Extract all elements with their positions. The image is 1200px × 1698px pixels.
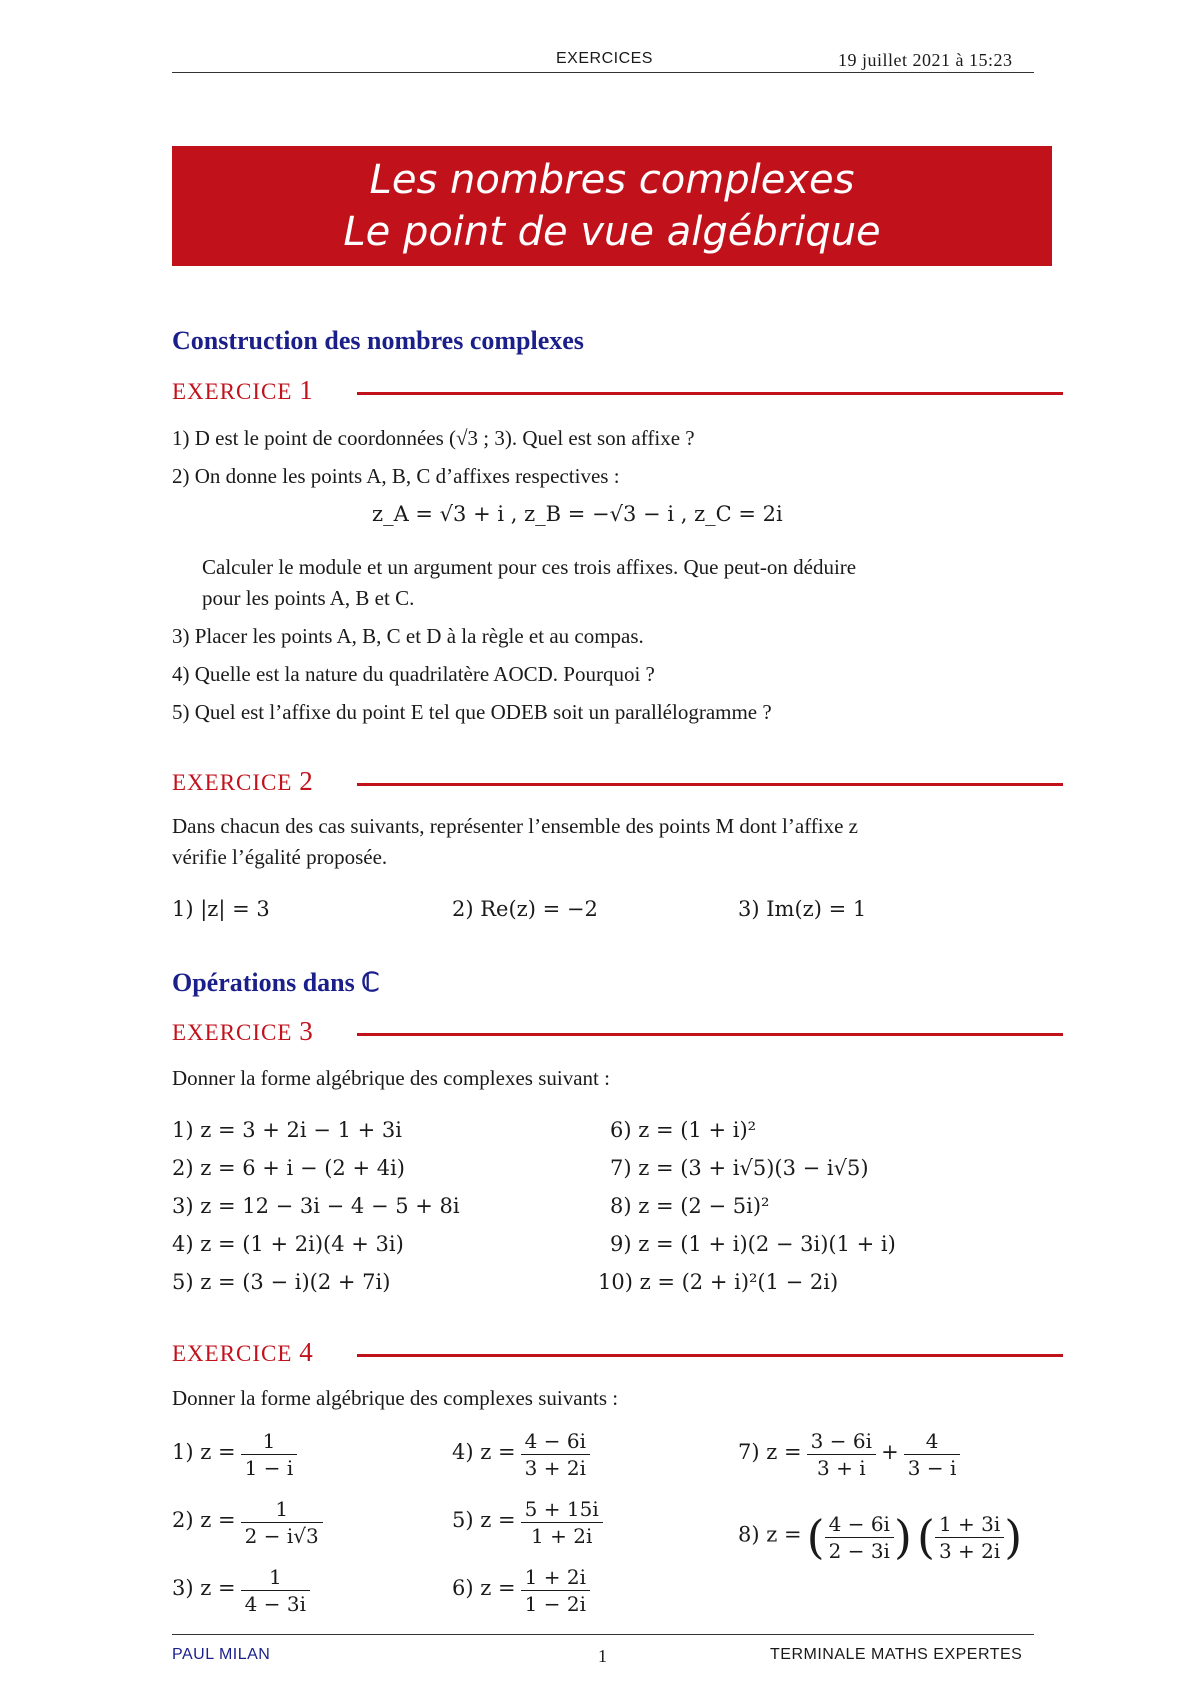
ex1-question-1: 1) D est le point de coordonnées (√3 ; 3). Quel est son affixe ? (172, 426, 695, 450)
ex4-item-7 (738, 1428, 960, 1481)
numerator: 4 (904, 1428, 961, 1455)
ex2-item-2: 2) Re(z) = −2 (452, 897, 598, 921)
exercise-label: EXERCICE (172, 379, 293, 404)
exercise-number: 4 (299, 1337, 314, 1367)
ex4-item-label: 4) z = (452, 1440, 516, 1464)
fraction (825, 1511, 894, 1564)
exercise-4-rule (357, 1354, 1063, 1357)
numerator: 1 (241, 1428, 298, 1455)
ex3-item-2: 2) z = 6 + i − (2 + 4i) (172, 1156, 405, 1180)
ex2-intro-line-2: vérifie l’égalité proposée. (172, 845, 388, 869)
title-line-2: Le point de vue algébrique (343, 209, 881, 255)
ex1-question-4: 4) Quelle est la nature du quadrilatère AOCD. Pourquoi ? (172, 662, 655, 686)
left-paren: ( (917, 1510, 935, 1564)
ex4-item-4 (452, 1428, 590, 1481)
fraction (241, 1564, 310, 1617)
denominator: 1 − i (244, 1456, 294, 1480)
numerator: 5 + 15i (521, 1496, 603, 1523)
ex4-item-label: 7) z = (738, 1440, 802, 1464)
ex3-item-7: 7) z = (3 + i√5)(3 − i√5) (610, 1156, 869, 1180)
denominator: 3 + i (817, 1456, 866, 1480)
ex1-equation: z_A = √3 + i , z_B = −√3 − i , z_C = 2i (372, 502, 783, 526)
ex3-item-3: 3) z = 12 − 3i − 4 − 5 + 8i (172, 1194, 460, 1218)
numerator: 3 − 6i (807, 1428, 876, 1455)
ex3-item-9: 9) z = (1 + i)(2 − 3i)(1 + i) (610, 1232, 896, 1256)
exercise-3-heading (172, 1016, 314, 1047)
ex1-question-5: 5) Quel est l’affixe du point E tel que ODEB soit un parallélogramme ? (172, 700, 772, 724)
footer-author: PAUL MILAN (172, 1646, 271, 1663)
denominator: 2 − i√3 (244, 1524, 319, 1548)
denominator: 4 − 3i (244, 1592, 306, 1616)
exercise-number: 2 (299, 766, 314, 796)
header-center: EXERCICES (556, 50, 653, 67)
title-line-1: Les nombres complexes (369, 157, 855, 203)
footer-rule (172, 1634, 1034, 1635)
ex4-item-3 (172, 1564, 310, 1617)
fraction (521, 1496, 603, 1549)
exercise-label: EXERCICE (172, 770, 293, 795)
exercise-label: EXERCICE (172, 1341, 293, 1366)
title-banner (172, 146, 1052, 266)
ex3-item-1: 1) z = 3 + 2i − 1 + 3i (172, 1118, 402, 1142)
numerator: 1 + 3i (935, 1511, 1004, 1538)
ex2-item-1: 1) |z| = 3 (172, 897, 270, 921)
exercise-2-rule (357, 783, 1063, 786)
numerator: 1 + 2i (521, 1564, 590, 1591)
fraction (521, 1428, 590, 1481)
ex4-item-8 (738, 1510, 1022, 1564)
ex4-item-label: 6) z = (452, 1576, 516, 1600)
denominator: 3 − i (907, 1456, 957, 1480)
numerator: 1 (241, 1564, 310, 1591)
ex4-item-label: 3) z = (172, 1576, 236, 1600)
fraction (904, 1428, 961, 1481)
ex4-item-6 (452, 1564, 590, 1617)
ex4-item-label: 5) z = (452, 1508, 516, 1532)
fraction (807, 1428, 876, 1481)
ex4-item-label: 2) z = (172, 1508, 236, 1532)
ex4-item-label: 8) z = (738, 1522, 802, 1547)
fraction (241, 1428, 298, 1481)
numerator: 1 (241, 1496, 323, 1523)
ex1-question-2-line-b: Calculer le module et un argument pour ces trois affixes. Que peut-on déduire (202, 555, 857, 579)
ex1-question-2-line-c: pour les points A, B et C. (202, 586, 415, 610)
ex4-item-1 (172, 1428, 297, 1481)
exercise-number: 1 (299, 375, 314, 405)
ex3-item-6: 6) z = (1 + i)² (610, 1118, 757, 1142)
footer-course: TERMINALE MATHS EXPERTES (770, 1646, 1023, 1663)
ex1-question-2: 2) On donne les points A, B, C d’affixes respectives : (172, 464, 620, 488)
ex3-item-5: 5) z = (3 − i)(2 + 7i) (172, 1270, 391, 1294)
header-rule (172, 72, 1034, 73)
ex4-item-5 (452, 1496, 603, 1549)
numerator: 4 − 6i (521, 1428, 590, 1455)
right-paren: ) (1004, 1510, 1023, 1564)
exercise-2-heading (172, 766, 314, 797)
fraction (935, 1511, 1004, 1564)
ex4-intro: Donner la forme algébrique des complexes suivants : (172, 1386, 619, 1410)
ex2-item-3: 3) Im(z) = 1 (738, 897, 867, 921)
denominator: 3 + 2i (524, 1456, 586, 1480)
ex3-intro: Donner la forme algébrique des complexes suivant : (172, 1066, 610, 1090)
denominator: 2 − 3i (828, 1538, 890, 1563)
denominator: 1 − 2i (524, 1592, 586, 1616)
ex3-item-4: 4) z = (1 + 2i)(4 + 3i) (172, 1232, 404, 1256)
exercise-label: EXERCICE (172, 1020, 293, 1045)
numerator: 4 − 6i (825, 1511, 894, 1538)
ex2-intro-line-1: Dans chacun des cas suivants, représenter l’ensemble des points M dont l’affixe z (172, 814, 858, 838)
section-heading-1: Construction des nombres complexes (172, 326, 584, 355)
fraction (241, 1496, 323, 1549)
page-number: 1 (598, 1646, 608, 1666)
ex3-item-8: 8) z = (2 − 5i)² (610, 1194, 770, 1218)
exercise-number: 3 (299, 1016, 314, 1046)
plus-operator: + (881, 1440, 899, 1464)
denominator: 1 + 2i (531, 1524, 593, 1548)
denominator: 3 + 2i (938, 1538, 1001, 1563)
ex4-item-label: 1) z = (172, 1440, 236, 1464)
exercise-4-heading (172, 1337, 314, 1368)
fraction (521, 1564, 590, 1617)
exercise-3-rule (357, 1033, 1063, 1036)
ex3-item-10: 10) z = (2 + i)²(1 − 2i) (598, 1270, 839, 1294)
right-paren: ) (893, 1510, 912, 1564)
ex1-question-3: 3) Placer les points A, B, C et D à la règle et au compas. (172, 624, 644, 648)
ex4-item-2 (172, 1496, 323, 1549)
exercise-1-rule (357, 392, 1063, 395)
exercise-1-heading (172, 375, 314, 406)
section-heading-2: Opérations dans ℂ (172, 968, 380, 997)
header-date: 19 juillet 2021 à 15:23 (838, 50, 1013, 70)
left-paren: ( (806, 1510, 825, 1564)
